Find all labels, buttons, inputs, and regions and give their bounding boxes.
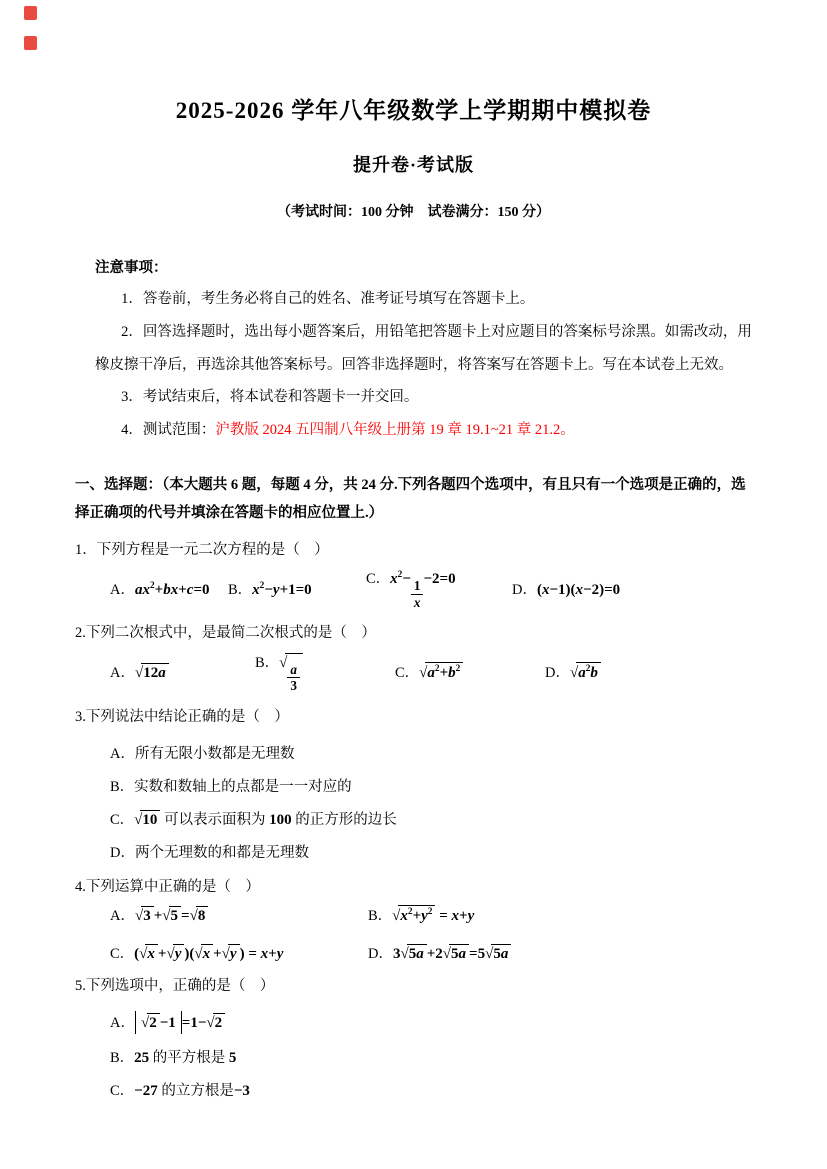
question-2 [75,620,759,694]
question-5 [75,973,759,1100]
option-label: C． [395,665,420,682]
option-label: D． [545,665,570,682]
option-3c [110,808,759,829]
exam-meta-line: （考试时间：100 分钟 试卷满分：150 分） [277,205,550,220]
option-expression: $√a^2+b^2$ [419,665,463,681]
question-3 [75,704,759,862]
question-2-options [110,650,759,694]
option-expression: √3 +√5 =√8 [135,908,208,924]
red-stamp-mark-bottom [24,36,37,50]
exam-body [0,221,827,1100]
option-label: B． [255,654,280,671]
option-3d [110,841,759,862]
option-expression: (x−1)(x−2)=0 [536,581,621,598]
option-text: 两个无理数的和都是无理数 [134,845,309,862]
red-stamp-mark-top [24,6,37,20]
question-4-stem: 4.下列运算中正确的是（ ） [75,879,260,896]
option-text: −27 的立方根是−3 [134,1083,250,1100]
notice-item-2: 2．回答选择题时，选出每小题答案后，用铅笔把答题卡上对应题目的答案标号涂黑。如需改动，用橡皮擦干净后，再选涂其他答案标号。回答非选择题时，将答案写在答题卡上。写在本试卷上无效。 [95,324,752,373]
option-1b [228,578,366,599]
notice-item-4 [95,414,759,447]
option-label: D． [110,845,135,862]
option-2c [395,661,545,682]
option-expression: $x^2-$ $\frac{1}{x}$ −2=0 [390,570,456,610]
option-text: 实数和数轴上的点都是一一对应的 [134,778,352,795]
exam-subtitle: 提升卷·考试版 [352,155,474,175]
question-4 [75,874,759,963]
option-5b [110,1046,759,1067]
option-label: C． [110,1083,135,1100]
option-5c [110,1079,759,1100]
option-expression: √2 −1 =1−√2 [135,1015,225,1031]
exam-header [0,0,827,221]
option-2a [110,661,255,682]
question-3-stem: 3.下列说法中结论正确的是（ ） [75,708,289,725]
option-text: 25 的平方根是 5 [134,1050,237,1067]
option-1c [366,567,512,610]
notice-item-1: 1．答卷前，考生务必将自己的姓名、准考证号填写在答题卡上。 [121,291,535,308]
question-1-options [110,567,759,610]
option-1d [512,578,759,599]
option-expression: $√x^2+y^2 = x+y$ [392,907,475,925]
option-expression: $ax^2+bx+c=0$ [134,580,210,598]
option-label: A． [110,908,135,925]
option-3a [110,742,759,763]
option-label: A． [110,745,135,762]
option-text: 所有无限小数都是无理数 [134,745,295,762]
option-label: A． [110,1014,135,1031]
option-label: D． [368,945,393,962]
question-1-stem: 1．下列方程是一元二次方程的是（ ） [75,542,329,559]
option-expression: (√x +√y )(√x +√y ) = x+y [134,945,284,962]
question-2-stem: 2.下列二次根式中，是最简二次根式的是（ ） [75,624,376,641]
option-expression: 3√5a +2√5a =5√5a [393,946,511,962]
option-label: C． [110,811,135,828]
option-4b [368,904,759,925]
option-label: B． [110,1050,135,1067]
option-text: √10 可以表示面积为 100 的正方形的边长 [134,811,397,828]
option-label: C． [110,945,135,962]
option-4d [368,942,759,963]
option-expression: √12a [135,665,169,681]
notice-title: 注意事项： [95,260,168,276]
option-2b [255,651,395,694]
question-1 [75,537,759,610]
option-label: D． [512,581,537,598]
option-label: B． [110,778,135,795]
option-5a [110,1011,759,1034]
question-5-stem: 5.下列选项中，正确的是（ ） [75,977,275,994]
option-4a [110,904,368,925]
option-expression: $√a^2b$ [570,665,601,681]
option-label: C． [366,571,391,588]
option-2d [545,661,759,682]
section-heading-choice: 一、选择题：（本大题共 6 题，每题 4 分，共 24 分.下列各题四个选项中，有且只有一个选项是正确的，选择正确项的代号并填涂在答题卡的相应位置上.） [75,476,746,521]
question-4-options [110,904,759,963]
exam-title: 2025-2026 学年八年级数学上学期期中模拟卷 [175,98,652,123]
option-1a [110,578,228,599]
option-4c [110,942,368,963]
option-label: B． [368,908,393,925]
option-label: A． [110,665,135,682]
notice-item-4-label: 4．测试范围： [121,421,216,438]
option-3b [110,775,759,796]
option-expression: √ $\frac{a}{3}$ [279,655,303,671]
option-expression: $x^2-y+1=0$ [252,580,312,598]
notice-item-4-scope: 沪教版 2024 五四制八年级上册第 19 章 19.1~21 章 21.2。 [215,421,575,438]
notice-item-3: 3．考试结束后，将本试卷和答题卡一并交回。 [121,389,419,406]
option-label: B． [228,581,253,598]
option-label: A． [110,581,135,598]
